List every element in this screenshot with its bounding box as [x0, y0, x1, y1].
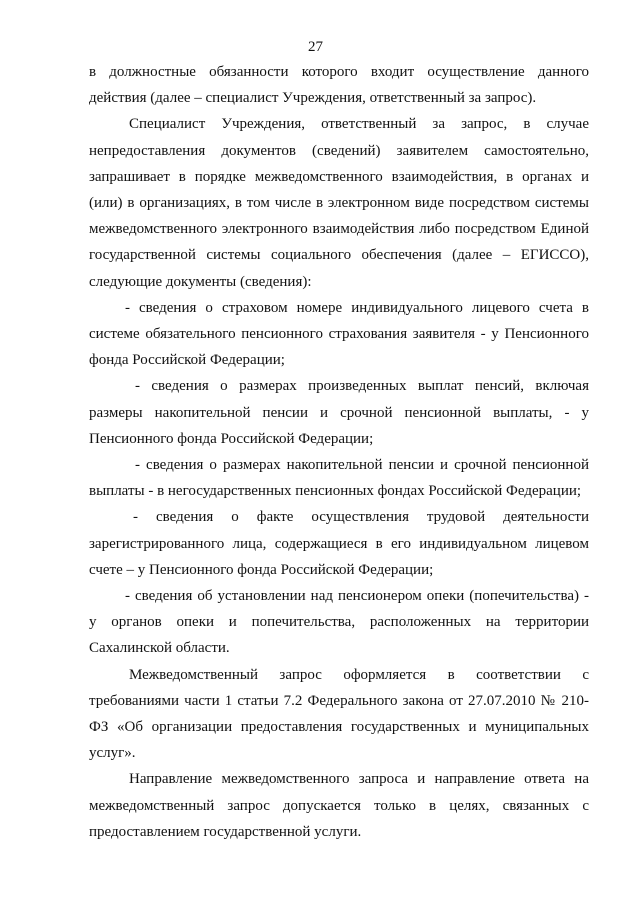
list-item-labor-activity: - сведения о факте осуществления трудовой деятельности зарегистрированного лица, содержащиеся в его индивидуальном лицевом счете – у Пенсионного фонда Российской Федерации; [89, 509, 589, 578]
list-item-guardianship: - сведения об установлении над пенсионером опеки (попечительства) - у органов опеки и попечительства, расположенных на территории Сахалинской области. [89, 588, 589, 657]
paragraph-continuation: в должностные обязанности которого входит осуществление данного действия (далее – специалист Учреждения, ответственный за запрос). [89, 64, 589, 107]
document-body [89, 59, 589, 845]
paragraph-request-specialist: Специалист Учреждения, ответственный за запрос, в случае непредоставления документов (сведений) заявителем самостоятельно, запрашивает в порядке межведомственного взаимодействия, в органах и (или) в организациях, в том числе в электронном виде посредством системы межведомственного электронного взаимодействия либо посредством Единой государственной системы социального обеспечения (далее – ЕГИССО), следующие документы (сведения): [89, 116, 589, 290]
page-number: 27 [308, 39, 323, 55]
list-item-pension-payments: - сведения о размерах произведенных выплат пенсий, включая размеры накопительной пенсии и срочной пенсионной выплаты, - у Пенсионного фонда Российской Федерации; [89, 378, 589, 447]
paragraph-request-purpose: Направление межведомственного запроса и направление ответа на межведомственный запрос допускается только в целях, связанных с предоставлением государственной услуги. [89, 771, 589, 840]
list-item-funded-pension: - сведения о размерах накопительной пенсии и срочной пенсионной выплаты - в негосударственных пенсионных фондах Российской Федерации; [89, 457, 589, 500]
list-item-insurance-number: - сведения о страховом номере индивидуального лицевого счета в системе обязательного пенсионного страхования заявителя - у Пенсионного фонда Российской Федерации; [89, 299, 589, 369]
paragraph-request-form: Межведомственный запрос оформляется в соответствии с требованиями части 1 статьи 7.2 Федерального закона от 27.07.2010 № 210-ФЗ «Об организации предоставления государственных и муниципальных услуг». [89, 666, 589, 762]
